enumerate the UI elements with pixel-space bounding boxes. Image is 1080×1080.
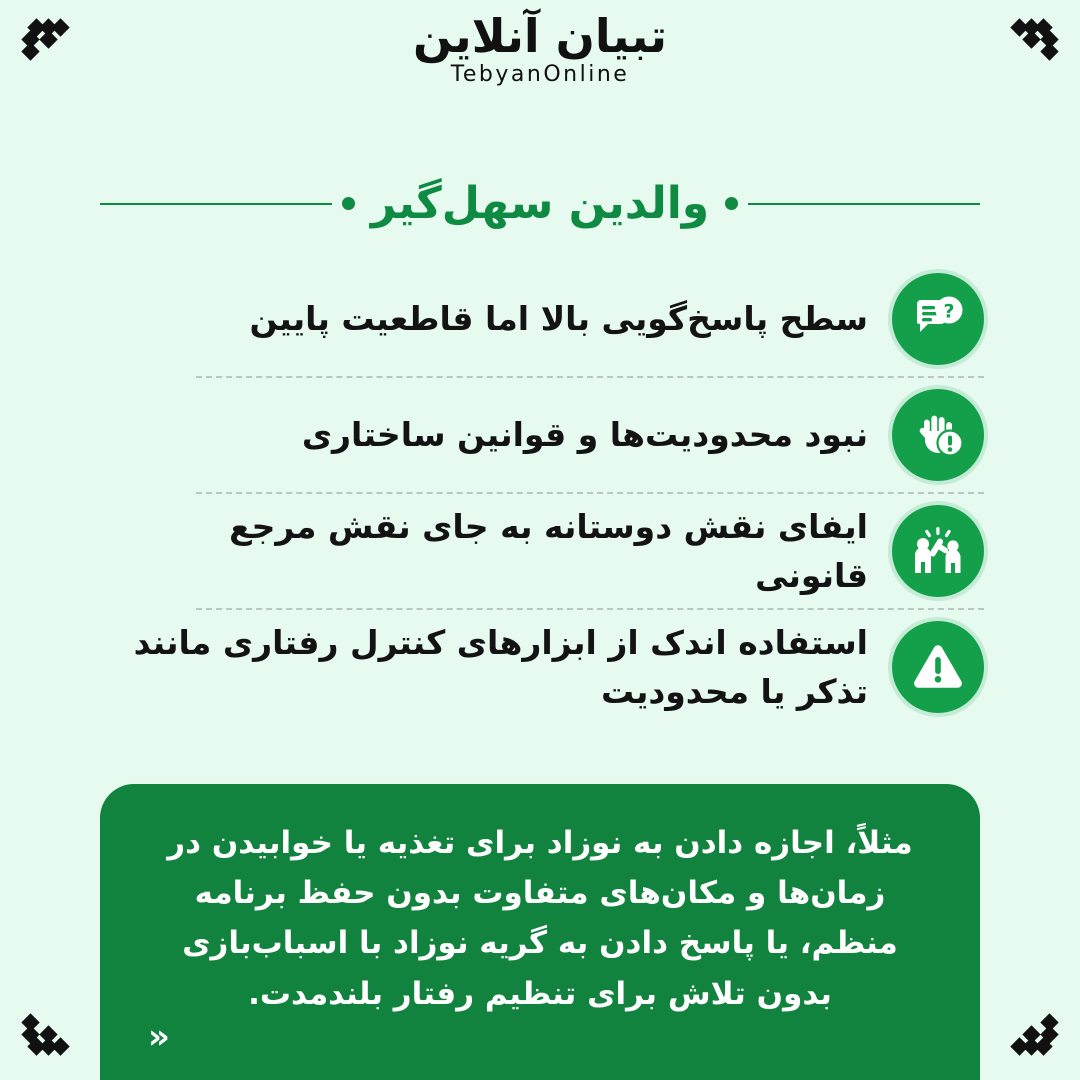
title-rule-right	[748, 203, 980, 205]
title-dot-right	[725, 197, 738, 210]
brand-name-latin: TebyanOnline	[450, 62, 630, 88]
title-rule-left	[100, 203, 332, 205]
list-item	[100, 262, 984, 376]
corner-ornament-bottom-right-icon	[1006, 1002, 1062, 1058]
feature-list	[100, 262, 984, 724]
title-dot-left	[342, 197, 355, 210]
next-chevron-icon[interactable]: »	[148, 1017, 170, 1057]
list-item	[100, 610, 984, 724]
list-item-label: استفاده اندک از ابزارهای کنترل رفتاری مانند تذکر یا محدودیت	[133, 622, 868, 711]
callout-box	[100, 784, 980, 1080]
chat-question-icon	[892, 273, 984, 365]
brand-logo	[0, 9, 1080, 88]
callout-text: مثلاً، اجازه دادن به نوزاد برای تغذیه یا خوابیدن در زمان‌ها و مکان‌های متفاوت بدون حفظ برنامه منظم، یا پاسخ دادن به گریه نوزاد با اسباب‌بازی بدون تلاش برای تنظیم رفتار بلندمدت.	[167, 825, 913, 1012]
page-title	[100, 178, 980, 229]
brand-name-persian: تبیان آنلاین	[412, 9, 667, 63]
corner-ornament-bottom-left-icon	[18, 1002, 74, 1058]
stop-hand-alert-icon	[892, 389, 984, 481]
list-item	[100, 378, 984, 492]
page-title-text: والدین سهل‌گیر	[370, 178, 710, 229]
list-item-label: سطح پاسخ‌گویی بالا اما قاطعیت پایین	[249, 299, 868, 339]
warning-triangle-icon	[892, 621, 984, 713]
high-five-people-icon	[892, 505, 984, 597]
list-item-label: نبود محدودیت‌ها و قوانین ساختاری	[301, 415, 868, 455]
list-item-label: ایفای نقش دوستانه به جای نقش مرجع قانونی	[229, 506, 868, 595]
list-item	[100, 494, 984, 608]
svg-text:?: ?	[943, 300, 955, 323]
